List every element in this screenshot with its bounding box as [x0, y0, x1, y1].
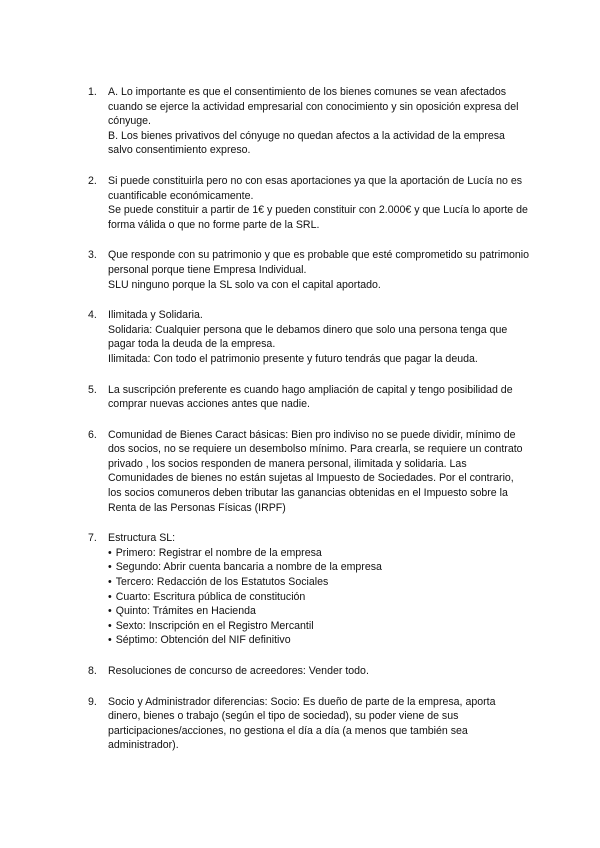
item-text: La suscripción preferente es cuando hago ampliación de capital y tengo posibilidad de comprar nuevas acciones antes que nadie. — [108, 383, 513, 411]
item-text: Ilimitada: Con todo el patrimonio presente y futuro tendrás que pagar la deuda. — [108, 352, 478, 365]
item-text: Comunidad de Bienes Caract básicas: Bien pro indiviso no se puede dividir, mínimo de dos socios, no se requiere un desembolso mínimo. Para crearla, se requiere un contrato privado , los socios responden de manera personal, ilimitada y solidaria. Las Comunidades de bienes no están sujetas al Impuesto de Sociedades. Por el contrario, los socios comuneros deben tributar las ganancias obtenidas en el Impuesto sobre la Renta de las Personas Físicas (IRPF) — [108, 428, 523, 514]
list-item-1 — [88, 85, 530, 158]
item-number: 5. — [88, 383, 97, 396]
bullet-item: • Primero: Registrar el nombre de la empresa — [108, 546, 530, 561]
item-text: Se puede constituir a partir de 1€ y pueden constituir con 2.000€ y que Lucía lo aporte de forma válida o que no forme parte de la SRL. — [108, 204, 528, 231]
bullet-item: • Tercero: Redacción de los Estatutos Sociales — [108, 575, 530, 590]
item-text: SLU ninguno porque la SL solo va con el capital aportado. — [108, 278, 381, 291]
item-text: Solidaria: Cualquier persona que le debamos dinero que solo una persona tenga que pagar toda la deuda de la empresa. — [108, 323, 508, 351]
list-item-8 — [88, 664, 530, 679]
item-number: 9. — [88, 695, 97, 708]
item-text: Estructura SL: — [108, 532, 176, 545]
list-item-5 — [88, 383, 530, 412]
item-number: 8. — [88, 665, 97, 677]
list-item-7 — [88, 531, 530, 648]
item-text: A. Lo importante es que el consentimiento de los bienes comunes se vean afectados cuando se ejerce la actividad empresarial con conocimiento y sin oposición expresa del cónyuge. — [108, 86, 519, 128]
list-item-3 — [88, 248, 530, 292]
item-number: 6. — [88, 428, 97, 441]
list-item-9 — [88, 695, 530, 753]
list-item-2 — [88, 174, 530, 232]
bullet-item: • Segundo: Abrir cuenta bancaria a nombre de la empresa — [108, 560, 530, 575]
bullet-item: • Cuarto: Escritura pública de constitución — [108, 590, 530, 605]
item-text: Ilimitada y Solidaria. — [108, 309, 203, 322]
item-text: Socio y Administrador diferencias: Socio: Es dueño de parte de la empresa, aporta dinero, bienes o trabajo (según el tipo de sociedad), su poder viene de sus participaciones/acciones, no gestiona el día a día (a menos que también sea administrador). — [108, 695, 496, 752]
item-text: Resoluciones de concurso de acreedores: Vender todo. — [108, 665, 369, 677]
bullet-item: • Quinto: Trámites en Hacienda — [108, 604, 530, 619]
item-number: 3. — [88, 249, 97, 262]
list-item-6 — [88, 428, 530, 516]
bullet-item: • Sexto: Inscripción en el Registro Mercantil — [108, 619, 530, 634]
item-number: 1. — [88, 86, 97, 98]
list-item-4 — [88, 308, 530, 366]
item-number: 7. — [88, 532, 97, 545]
bullet-item: • Séptimo: Obtención del NIF definitivo — [108, 633, 530, 648]
item-number: 2. — [88, 174, 97, 187]
bullet-list — [108, 546, 530, 648]
item-text: B. Los bienes privativos del cónyuge no quedan afectos a la actividad de la empresa salvo consentimiento expreso. — [108, 129, 505, 157]
item-number: 4. — [88, 309, 97, 322]
item-text: Que responde con su patrimonio y que es probable que esté comprometido su patrimonio personal porque tiene Empresa Individual. — [108, 249, 530, 276]
item-text: Si puede constituirla pero no con esas aportaciones ya que la aportación de Lucía no es cuantificable económicamente. — [108, 174, 523, 202]
